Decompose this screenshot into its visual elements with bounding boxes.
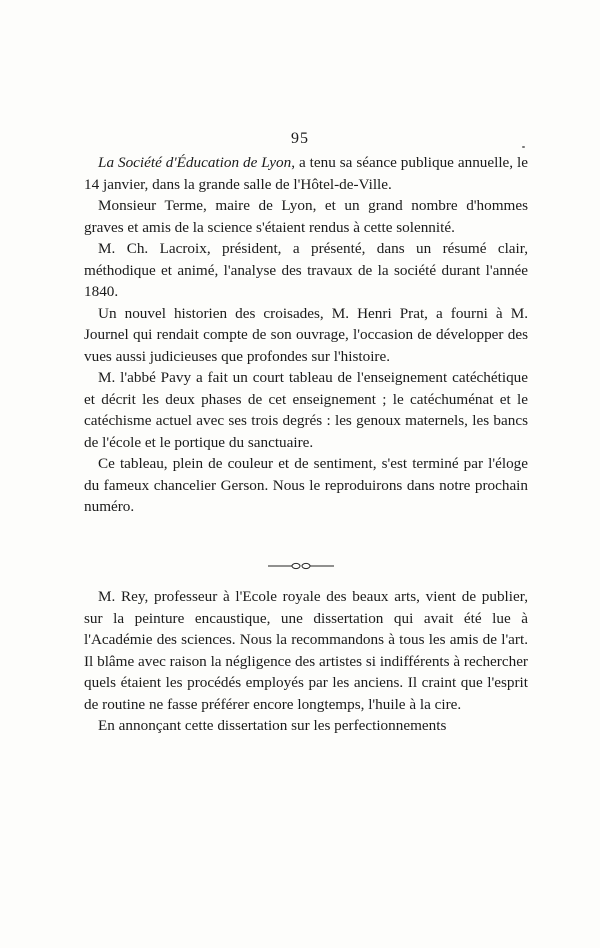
paragraph: Un nouvel historien des croisades, M. Henri Prat, a fourni à M. Journel qui rendait compte de son ouvrage, l'occasion de développer des vues aussi judicieuses que profondes sur l'histoire. bbox=[84, 304, 528, 365]
article-encaustic-painting bbox=[84, 586, 528, 737]
society-name: La Société d'Éducation de Lyon bbox=[98, 154, 292, 171]
article-society-meeting bbox=[84, 152, 528, 518]
paragraph-text: , a tenu sa séance publique annuelle, le 14 janvier, dans la grande salle de l'Hôtel-de-Ville. bbox=[84, 154, 529, 193]
ink-speck bbox=[522, 146, 525, 148]
paragraph: En annonçant cette dissertation sur les perfectionnements bbox=[98, 717, 447, 734]
paragraph: M. Rey, professeur à l'Ecole royale des beaux arts, vient de publier, sur la peinture encaustique, une dissertation qui avait été lue à l'Académie des sciences. Nous la recommandons à tous les amis de l'art. Il blâme avec raison la négligence des artistes si indifférents à rechercher quels étaient les procédés employés par les anciens. Il craint que l'esprit de routine ne fasse préférer encore longtemps, l'huile à la cire. bbox=[84, 588, 528, 713]
paragraph: M. l'abbé Pavy a fait un court tableau de l'enseignement catéchétique et décrit les deux phases de cet enseignement ; le catéchuménat et le catéchisme actuel avec ses trois degrés : les genoux maternels, les bancs de l'école et le portique du sanctuaire. bbox=[84, 369, 528, 451]
paragraph bbox=[84, 152, 528, 195]
paragraph: Ce tableau, plein de couleur et de sentiment, s'est terminé par l'éloge du fameux chancelier Gerson. Nous le reproduirons dans notre prochain numéro. bbox=[84, 455, 528, 515]
page-number: 95 bbox=[291, 130, 309, 147]
paragraph: M. Ch. Lacroix, président, a présenté, dans un résumé clair, méthodique et animé, l'analyse des travaux de la société durant l'année 1840. bbox=[84, 240, 528, 300]
divider-ornament-icon bbox=[268, 562, 334, 570]
paragraph: Monsieur Terme, maire de Lyon, et un grand nombre d'hommes graves et amis de la science s'étaient rendus à cette solennité. bbox=[84, 197, 528, 236]
section-divider-ornament bbox=[268, 562, 334, 570]
